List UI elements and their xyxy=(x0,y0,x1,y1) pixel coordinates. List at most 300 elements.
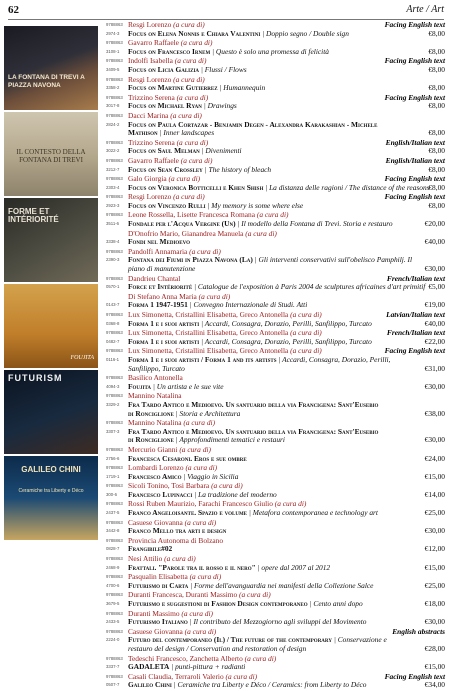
entry-price: €20,00 xyxy=(424,219,445,229)
entry-subtitle: | Il contributo del Mezzogiorno agli sviluppi del Movimento xyxy=(187,617,367,627)
entry-price: €30,00 xyxy=(424,617,445,627)
entry-subtitle: | Accardi, Consagra, Dorazio, Perilli, xyxy=(276,354,391,364)
author-name: Dandrieu Chantal xyxy=(128,273,181,283)
entry-price: €8,00 xyxy=(428,64,445,74)
catalog-entry xyxy=(106,76,445,93)
isbn-code: 3442-8 xyxy=(106,528,120,534)
entry-price: €12,00 xyxy=(424,544,445,554)
entry-price: €15,00 xyxy=(424,562,445,572)
isbn-code: 9788863 xyxy=(106,628,123,634)
isbn-code: 3338-4 xyxy=(106,239,120,245)
catalog-entry xyxy=(106,311,445,328)
language-note: English/Italian text xyxy=(385,137,445,147)
cover-galileo-chini: GALILEO CHINI Ceramiche tra Liberty e Déco xyxy=(4,456,98,540)
entry-line xyxy=(106,220,445,229)
entry-price: €38,00 xyxy=(424,408,445,418)
author-name: Mannino Natalina xyxy=(128,418,182,428)
isbn-code: 9788863 xyxy=(106,673,123,679)
entry-subtitle: | punti-pittura + radianti xyxy=(169,662,246,672)
entry-title: Forma 1 1947-1951 xyxy=(128,300,188,310)
catalog-entry xyxy=(106,248,445,274)
author-name: Gavarro Raffaele xyxy=(128,38,179,48)
entry-subtitle: | La distanza delle ragioni / The distance of the reasons xyxy=(263,182,430,192)
language-note: Facing English text xyxy=(384,174,445,184)
entry-title: Focus on Sean Crossley xyxy=(128,164,203,174)
entry-price: €5,00 xyxy=(428,282,445,292)
author-role: (a cura di) xyxy=(209,481,243,491)
entry-line xyxy=(106,265,445,274)
entry-price: €15,00 xyxy=(424,471,445,481)
isbn-code: 2390-3 xyxy=(106,257,120,263)
entry-title: Foujita xyxy=(128,381,152,391)
catalog-entry xyxy=(106,655,445,672)
catalog-entry xyxy=(106,139,445,156)
author-name: Lux Simonetta, Cristallini Elisabetta, Greco Antonella xyxy=(128,310,289,319)
author-name: Leone Rossella, Lisette Francesca Romana xyxy=(128,210,256,220)
entry-subtitle: | Forme dell'avanguardia nei manifesti della Collezione Salce xyxy=(188,580,374,590)
catalog-entry xyxy=(106,275,445,292)
entry-title: Futurismo di Carta xyxy=(128,580,189,590)
author-name: Lux Simonetta, Cristallini Elisabetta, Greco Antonella xyxy=(128,346,289,356)
isbn-code: 3017-8 xyxy=(106,103,120,109)
entry-line xyxy=(106,202,445,211)
isbn-code: 2224-0 xyxy=(106,637,120,643)
entry-line xyxy=(106,48,445,57)
entry-title: Francesca Cesaroni. Eros e sue ombre xyxy=(128,453,247,463)
entry-title: Force et Intériorité xyxy=(128,282,193,292)
entry-price: €30,00 xyxy=(424,381,445,391)
entry-line xyxy=(106,383,445,392)
catalog-entry xyxy=(106,673,445,690)
entry-title: Franco Mello tra arti e design xyxy=(128,526,227,536)
entry-subtitle: restauro del design / Conservation and restoration of design xyxy=(128,643,307,653)
author-role: (a cura di) xyxy=(178,38,213,48)
author-name: Indolfi Isabella xyxy=(128,56,173,66)
author-name: Pasqualin Elisabetta xyxy=(128,572,188,582)
isbn-code: 9788863 xyxy=(106,537,123,543)
entry-title: Forma 1 e i suoi artisti xyxy=(128,318,200,328)
catalog-entry xyxy=(106,610,445,627)
author-name: Trizzino Serena xyxy=(128,137,175,147)
author-name: Resgi Lorenzo xyxy=(128,192,172,202)
isbn-code: 9788863 xyxy=(106,157,123,163)
isbn-code: 9788863 xyxy=(106,483,123,489)
entry-line xyxy=(106,663,445,672)
isbn-code: 2824-2 xyxy=(106,121,120,127)
isbn-code: 9788863 xyxy=(106,94,123,100)
entry-price: €19,00 xyxy=(424,300,445,310)
author-role: (a cura di) xyxy=(172,56,207,66)
author-role: (a cura di) xyxy=(223,671,258,681)
entry-line xyxy=(106,301,445,310)
entry-subtitle: | La tradizione del moderno xyxy=(192,489,277,499)
catalog-entry xyxy=(106,573,445,590)
entry-line xyxy=(106,473,445,482)
catalog-entry xyxy=(106,329,445,346)
entry-price: €31,00 xyxy=(424,363,445,373)
cover-forme-interiorite: FORME ET INTÉRIORITÉ xyxy=(4,198,98,282)
catalog-entry xyxy=(106,464,445,481)
author-role: (a cura di) xyxy=(288,310,322,319)
author-role: (a cura di) xyxy=(183,463,218,473)
author-role: (a cura di) xyxy=(242,653,277,663)
author-role: (a cura di) xyxy=(187,246,221,256)
isbn-code: 9788863 xyxy=(106,330,123,336)
entry-subtitle: | Viaggio in Sicilia xyxy=(181,471,239,481)
entry-line xyxy=(106,527,445,536)
entry-subtitle: | Storia e Architettura xyxy=(173,408,241,418)
entry-subtitle: | Convegno Internazionale di Studi. Atti xyxy=(187,300,308,310)
header-rule xyxy=(8,19,444,20)
entry-price: €34,00 xyxy=(424,680,445,690)
isbn-code: 2923-3 xyxy=(106,202,120,208)
entry-line xyxy=(106,600,445,609)
isbn-code: 1719-1 xyxy=(106,473,120,479)
isbn-code: 9788863 xyxy=(106,194,123,200)
author-role: (a cura di) xyxy=(174,137,209,147)
catalog-entry xyxy=(106,293,445,310)
entry-price: €8,00 xyxy=(428,182,445,192)
entry-price: €28,00 xyxy=(424,643,445,653)
author-name: Rossi Ruben Maurizio, Farachi Francesco Giulio xyxy=(128,499,273,509)
catalog-entry xyxy=(106,419,445,445)
entry-price: €8,00 xyxy=(428,46,445,56)
author-name: Casuese Giovanna xyxy=(128,517,183,527)
entry-subtitle: | Inner landscapes xyxy=(157,128,215,138)
entry-price: €8,00 xyxy=(428,101,445,111)
author-name: Resgi Lorenzo xyxy=(128,74,172,84)
isbn-code: 9788863 xyxy=(106,375,123,381)
language-note: Facing English text xyxy=(384,56,445,66)
author-role: (a cura di) xyxy=(168,110,202,120)
isbn-code: 9788863 xyxy=(106,592,123,598)
isbn-code: 0482-7 xyxy=(106,338,120,344)
isbn-code: 9788863 xyxy=(106,519,123,525)
isbn-code: 9788863 xyxy=(106,176,123,182)
language-note: Facing English text xyxy=(384,92,445,102)
entry-title: Francesco Lupinacci xyxy=(128,489,193,499)
entry-line xyxy=(106,365,445,374)
author-name: Tedeschi Francesco, Zanchetta Alberto xyxy=(128,653,243,663)
entry-title: Forma 1 e i suoi artisti xyxy=(128,336,200,346)
isbn-code: 9788863 xyxy=(106,501,123,507)
catalog-entry xyxy=(106,392,445,418)
catalog-list xyxy=(106,21,445,691)
isbn-code: 2303-4 xyxy=(106,184,120,190)
isbn-code: 0116-1 xyxy=(106,356,120,362)
isbn-code: 2433-5 xyxy=(106,619,120,625)
language-note: French/Italian text xyxy=(386,273,445,283)
entry-subtitle: | Doppio segno / Double sign xyxy=(260,28,349,38)
entry-title: Futurismo e suggestioni di Fashion Design contemporaneo xyxy=(128,599,308,608)
entry-title: Focus on Elena Nonnis e Chiara Valentini xyxy=(128,28,261,38)
entry-title: Focus on Licia Galizia xyxy=(128,64,200,74)
entry-subtitle: | Questo è solo una promessa di felicità xyxy=(210,46,329,56)
author-name: Provincia Autonoma di Bolzano xyxy=(128,535,224,545)
catalog-entry xyxy=(106,482,445,499)
entry-line xyxy=(106,582,445,591)
catalog-entry xyxy=(106,374,445,391)
isbn-code: 9788863 xyxy=(106,139,123,145)
entry-title: Focus on Michael Ryan xyxy=(128,101,202,111)
entry-title: Forma 1 e i suoi artisti / Forma 1 and its artists xyxy=(128,354,277,364)
entry-line xyxy=(106,184,445,193)
author-name: Basilico Antonella xyxy=(128,373,183,383)
catalog-entry xyxy=(106,537,445,554)
language-note: Facing English text xyxy=(384,192,445,202)
author-role: (a cura di) xyxy=(182,517,217,527)
isbn-code: 0368-8 xyxy=(106,320,120,326)
author-role: (a cura di) xyxy=(177,444,211,454)
entry-title: Fondi nel Medioevo xyxy=(128,237,191,247)
cover-elena-nonnis: LA FONTANA DI TREVI A PIAZZA NAVONA xyxy=(4,26,98,110)
entry-title: Franco Angeloisante. Spazio e volume xyxy=(128,508,248,518)
entry-title: Mathison xyxy=(128,128,158,138)
isbn-code: 9788863 xyxy=(106,610,123,616)
entry-title: Galileo Chini xyxy=(128,680,172,690)
cover-futurism: FUTURISM xyxy=(4,370,98,454)
isbn-code: 9788863 xyxy=(106,393,123,399)
author-role: (a cura di) xyxy=(162,554,196,564)
language-note: English/Italian text xyxy=(385,155,445,165)
author-name: Pandolfi Annamaria xyxy=(128,246,188,256)
catalog-entry xyxy=(106,57,445,74)
entry-subtitle: | My memory is some where else xyxy=(205,200,304,210)
catalog-entry xyxy=(106,230,445,247)
isbn-code: 9788863 xyxy=(106,275,123,281)
entry-price: €30,00 xyxy=(424,435,445,445)
cover-column xyxy=(4,26,102,542)
isbn-code: 0570-1 xyxy=(106,284,120,290)
entry-title: Frangibile#02 xyxy=(128,544,173,554)
entry-price: €8,00 xyxy=(428,28,445,38)
entry-price: €8,00 xyxy=(428,83,445,93)
author-role: (a cura di) xyxy=(255,210,289,220)
author-role: (a cura di) xyxy=(171,74,205,84)
entry-line xyxy=(106,564,445,573)
isbn-code: 9788863 xyxy=(106,348,123,354)
entry-line xyxy=(106,681,445,690)
entry-subtitle: Sanfilippo, Turcato xyxy=(128,363,185,373)
author-role: (a cura di) xyxy=(272,499,307,509)
isbn-code: 9788863 xyxy=(106,312,123,317)
catalog-entry xyxy=(106,94,445,111)
isbn-code: 3108-1 xyxy=(106,48,120,54)
author-role: (a cura di) xyxy=(243,228,277,238)
entry-subtitle: | Gli interventi conservativi sull'obelisco Pamphilj. Il xyxy=(252,255,413,265)
catalog-entry xyxy=(106,500,445,517)
author-name: Sicoli Tonino, Tosi Barbara xyxy=(128,481,210,491)
author-name: Dacci Marina xyxy=(128,110,169,120)
isbn-code: 9788863 xyxy=(106,420,123,426)
entry-line xyxy=(106,102,445,111)
catalog-entry xyxy=(106,446,445,463)
cover-foujita: FOUJITA xyxy=(4,284,98,368)
entry-subtitle: | Humannequin xyxy=(217,83,266,93)
entry-title: di Ronciglione xyxy=(128,408,174,418)
entry-price: €8,00 xyxy=(428,200,445,210)
catalog-entry xyxy=(106,193,445,210)
entry-subtitle: | Un artista e le sue vite xyxy=(151,381,224,391)
entry-title: Frattali. "Parole tra il rosso e il nero" xyxy=(128,562,256,572)
entry-title: Futuro del contemporaneo (Il) / The future of the contemporary xyxy=(128,635,332,645)
entry-line xyxy=(106,166,445,175)
author-role: (a cura di) xyxy=(171,192,205,202)
author-role: (a cura di) xyxy=(237,590,271,600)
entry-price: €25,00 xyxy=(424,580,445,590)
entry-line xyxy=(106,491,445,500)
entry-line xyxy=(106,147,445,156)
entry-price: €30,00 xyxy=(424,264,445,274)
isbn-code: 9788863 xyxy=(106,58,123,64)
entry-subtitle: | Approfondimenti tematici e restauri xyxy=(173,435,285,445)
isbn-code: 9788863 xyxy=(106,112,123,118)
entry-subtitle: | Conservazione e xyxy=(331,635,387,645)
entry-subtitle: | Ceramiche tra Liberty e Déco / Ceramics: from Liberty to Déco xyxy=(171,680,367,690)
author-role: (a cura di) xyxy=(166,174,201,184)
isbn-code: 3679-5 xyxy=(106,601,120,606)
entry-price: €8,00 xyxy=(428,146,445,156)
isbn-code: 9788863 xyxy=(106,465,123,471)
entry-price: €22,00 xyxy=(424,336,445,346)
author-role: (a cura di) xyxy=(178,155,213,165)
entry-title: Francesco Amico xyxy=(128,471,182,481)
entry-line xyxy=(106,129,445,138)
entry-subtitle: | Il modello della Fontana di Trevi. Storia e restauro xyxy=(235,219,393,229)
isbn-code: 3358-2 xyxy=(106,85,120,91)
entry-line xyxy=(106,455,445,464)
entry-subtitle: | Catalogue de l'exposition à Paris 2004 de sculptures africaines d'art primitif xyxy=(192,282,426,292)
entry-line xyxy=(106,30,445,39)
author-name: Gavarro Raffaele xyxy=(128,155,179,165)
entry-price: €40,00 xyxy=(424,318,445,328)
author-role: (a cura di) xyxy=(288,346,322,356)
catalog-entry xyxy=(106,21,445,38)
entry-title: di Ronciglione xyxy=(128,435,174,445)
isbn-code: 3409-5 xyxy=(106,66,120,72)
entry-line xyxy=(106,618,445,627)
isbn-code: 9788863 xyxy=(106,248,123,254)
entry-title: Futurismo Italiano xyxy=(128,617,188,627)
cover-fondi-medioevo: IL CONTESTO DELLA FONTANA DI TREVI xyxy=(4,112,98,196)
author-name: Nesi Attilio xyxy=(128,554,163,564)
isbn-code: 0143-7 xyxy=(106,302,120,308)
catalog-entry xyxy=(106,347,445,373)
isbn-code: 9788863 xyxy=(106,655,123,661)
catalog-entry xyxy=(106,39,445,56)
isbn-code: 9788863 xyxy=(106,76,123,82)
language-note: Facing English text xyxy=(384,20,445,29)
section-title: Arte / Art xyxy=(406,4,444,15)
isbn-code: 9788863 xyxy=(106,22,123,27)
author-role: (a cura di) xyxy=(179,608,213,618)
entry-price: €18,00 xyxy=(424,599,445,608)
language-note: Facing English text xyxy=(384,671,445,681)
language-note: Latvian/Italian text xyxy=(386,310,445,319)
isbn-code: 3307-3 xyxy=(106,428,120,434)
entry-line xyxy=(106,66,445,75)
entry-price: €40,00 xyxy=(424,237,445,247)
isbn-code: 3212-7 xyxy=(106,166,120,172)
author-name: Casuese Giovanna xyxy=(128,626,183,636)
isbn-code: 3337-7 xyxy=(106,664,120,670)
author-role: (a cura di) xyxy=(181,418,216,428)
author-name: Duranti Francesca, Duranti Massimo xyxy=(128,590,238,600)
entry-price: €30,00 xyxy=(424,526,445,536)
entry-title: Fra Tardo Antico e Medioevo. Un santuario della via Francigena: Sant'Eusebio xyxy=(128,399,379,409)
entry-line xyxy=(106,84,445,93)
entry-line xyxy=(106,545,445,554)
entry-title: GADALETA xyxy=(128,662,170,672)
page-header xyxy=(8,4,444,18)
isbn-code: 9788863 xyxy=(106,40,123,46)
isbn-code: 3511-6 xyxy=(106,221,120,227)
entry-line xyxy=(106,436,445,445)
entry-line xyxy=(106,410,445,419)
entry-line xyxy=(106,645,445,654)
author-name: Mannino Natalina xyxy=(128,391,182,401)
author-role: (a cura di) xyxy=(182,626,217,636)
entry-title: Focus on Paula Cortazar - Benjamin Degen - Alexandra Karakashian - Michele xyxy=(128,119,378,129)
author-name: Di Stefano Anna Maria xyxy=(128,291,197,301)
isbn-code: 2468-9 xyxy=(106,564,120,570)
entry-line xyxy=(106,283,445,292)
entry-subtitle: | Accardi, Consagra, Dorazio, Perilli, Sanfilippo, Turcato xyxy=(199,318,372,328)
entry-subtitle: | Drawings xyxy=(201,101,237,111)
author-name: Lombardi Lorenzo xyxy=(128,463,184,473)
entry-subtitle: | Metafora contemporanea e technology art xyxy=(247,508,378,518)
entry-line xyxy=(106,338,445,347)
entry-price: €15,00 xyxy=(424,662,445,672)
isbn-code: 0507-7 xyxy=(106,682,120,688)
author-role: (a cura di) xyxy=(187,572,222,582)
isbn-code: 4700-6 xyxy=(106,582,120,588)
entry-price: €24,00 xyxy=(424,453,445,463)
language-note: Facing English text xyxy=(384,346,445,356)
entry-price: €8,00 xyxy=(428,164,445,174)
catalog-entry xyxy=(106,112,445,138)
entry-title: Focus on Veronica Botticelli e Khen Shish xyxy=(128,182,264,192)
author-name: Trizzino Serena xyxy=(128,92,175,102)
entry-subtitle: | Flussi / Flows xyxy=(199,64,247,74)
catalog-entry xyxy=(106,519,445,536)
author-name: Resgi Lorenzo xyxy=(128,20,172,29)
entry-subtitle: | Divenimenti xyxy=(199,146,242,156)
entry-price: €8,00 xyxy=(428,128,445,138)
isbn-code: 0828-7 xyxy=(106,546,120,552)
language-note: French/Italian text xyxy=(386,328,445,338)
entry-title: Fra Tardo Antico e Medioevo. Un santuario della via Francigena: Sant'Eusebio xyxy=(128,426,379,436)
catalog-entry xyxy=(106,591,445,608)
isbn-code: 9788863 xyxy=(106,212,123,218)
isbn-code: 300-6 xyxy=(106,491,117,497)
catalog-entry xyxy=(106,175,445,192)
catalog-entry xyxy=(106,555,445,572)
catalog-entry xyxy=(106,157,445,174)
author-role: (a cura di) xyxy=(171,20,205,29)
entry-title: Focus on Martine Gutierrez xyxy=(128,83,218,93)
author-name: Lux Simonetta, Cristallini Elisabetta, Greco Antonella xyxy=(128,328,289,338)
author-role: (a cura di) xyxy=(174,92,209,102)
author-name: D'Onofrio Mario, Gianandrea Manuela xyxy=(128,228,244,238)
author-name: Duranti Massimo xyxy=(128,608,180,618)
entry-line xyxy=(106,320,445,329)
isbn-code: 2437-5 xyxy=(106,510,120,516)
entry-price: €14,00 xyxy=(424,489,445,499)
isbn-code: 2974-3 xyxy=(106,30,120,36)
entry-title: Fondale per l'Acqua Vergine (Un) xyxy=(128,219,236,229)
isbn-code: 4094-3 xyxy=(106,383,120,389)
